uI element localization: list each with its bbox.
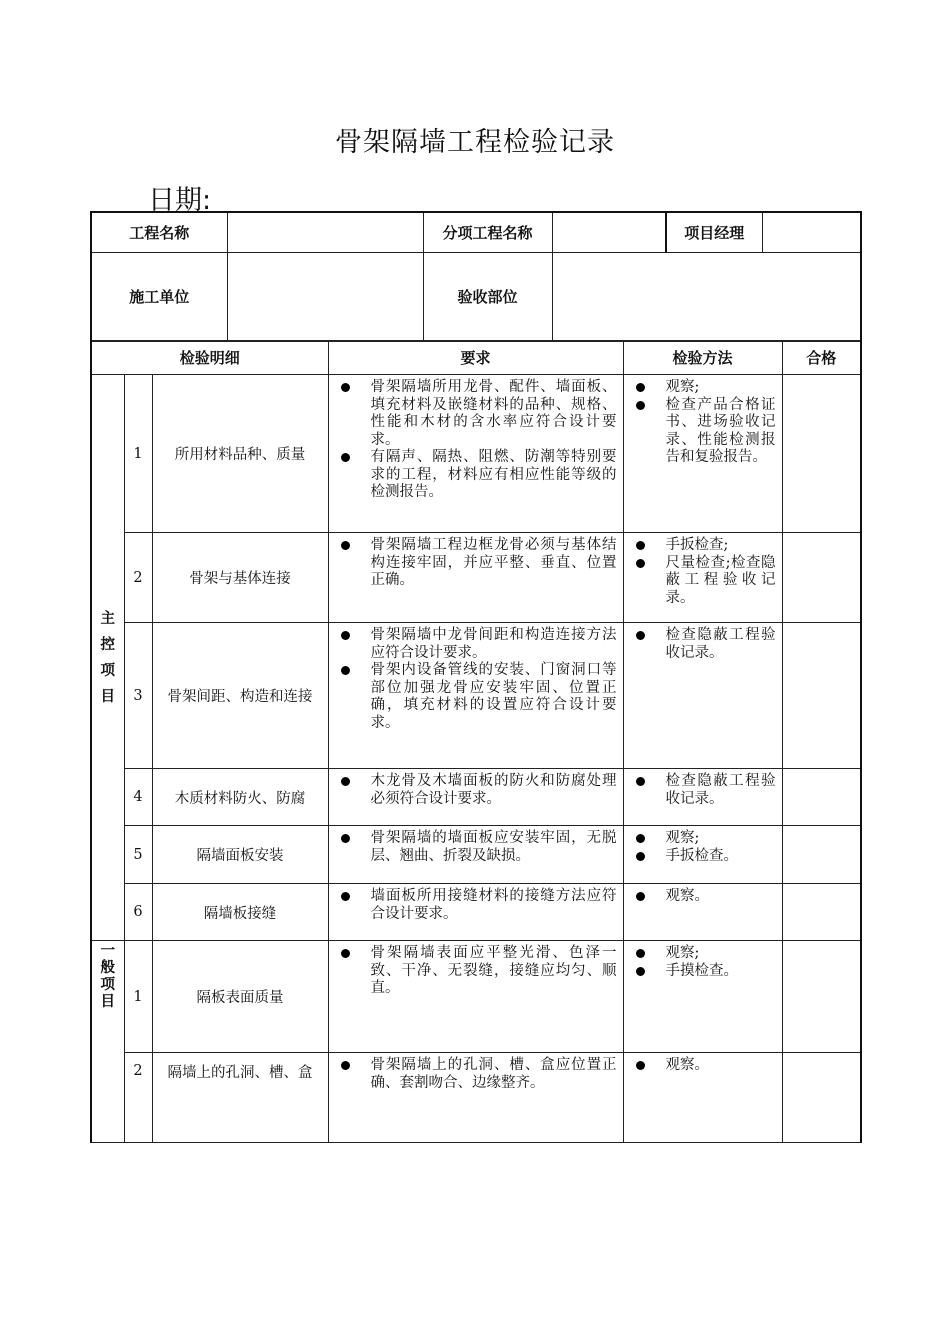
pass-cell[interactable] [782,826,861,884]
bullet-icon [636,777,645,786]
row-number: 1 [124,375,152,533]
list-item: 检查隐蔽工程验收记录。 [634,627,776,662]
list-item: 观察; [634,379,776,397]
list-item: 墙面板所用接缝材料的接缝方法应符合设计要求。 [339,888,617,923]
method-cell [623,826,782,884]
list-item: 手摸检查。 [634,963,776,981]
list-item: 骨架隔墙工程边框龙骨必须与基体结构连接牢固，并应平整、垂直、位置正确。 [339,537,617,590]
group-main-label: 主控项目 [91,375,124,941]
requirement-cell [328,1053,623,1143]
list-item: 检查隐蔽工程验收记录。 [634,773,776,808]
bullet-icon [636,1061,645,1070]
requirement-cell [328,769,623,826]
table-row [91,1053,861,1143]
table-row [91,884,861,941]
list-item: 观察; [634,830,776,848]
sub-project-label: 分项工程名称 [423,212,552,252]
bullet-icon [341,541,350,550]
date-label: 日期: [148,185,212,216]
acceptance-part-label: 验收部位 [423,252,552,341]
table-row [91,826,861,884]
requirement-cell [328,533,623,623]
col-method-header: 检验方法 [623,341,782,375]
bullet-icon [636,559,645,568]
item-name: 骨架间距、构造和连接 [152,623,328,769]
bullet-icon [341,834,350,843]
list-item: 有隔声、隔热、阻燃、防潮等特别要求的工程，材料应有相应性能等级的检测报告。 [339,449,617,502]
list-item: 骨架隔墙上的孔洞、槽、盒应位置正确、套割吻合、边缘整齐。 [339,1057,617,1092]
bullet-icon [636,949,645,958]
inspection-table [90,340,862,1143]
row-number: 1 [124,941,152,1053]
pass-cell[interactable] [782,769,861,826]
col-requirement-header: 要求 [328,341,623,375]
method-cell [623,941,782,1053]
list-item: 手扳检查; [634,537,776,555]
list-item: 检查产品合格证书、进场验收记录、性能检测报告和复验报告。 [634,397,776,467]
method-cell [623,533,782,623]
method-cell [623,623,782,769]
requirement-cell [328,941,623,1053]
project-name-label: 工程名称 [91,212,227,252]
sub-project-field[interactable] [552,212,666,252]
bullet-icon [341,949,350,958]
bullet-icon [341,1061,350,1070]
list-item: 尺量检查;检查隐蔽工程验收记录。 [634,555,776,608]
list-item: 观察。 [634,1057,776,1075]
row-number: 2 [124,1053,152,1143]
row-number: 2 [124,533,152,623]
item-name: 隔墙面板安装 [152,826,328,884]
item-name: 骨架与基体连接 [152,533,328,623]
col-pass-header: 合格 [782,341,861,375]
bullet-icon [341,453,350,462]
row-number: 4 [124,769,152,826]
bullet-icon [636,892,645,901]
requirement-cell [328,623,623,769]
bullet-icon [636,834,645,843]
table-row [91,623,861,769]
bullet-icon [341,383,350,392]
list-item: 骨架内设备管线的安装、门窗洞口等部位加强龙骨应安装牢固、位置正确，填充材料的设置应符合设计要求。 [339,662,617,732]
manager-field[interactable] [762,212,861,252]
bullet-icon [636,967,645,976]
bullet-icon [636,631,645,640]
page-title: 骨架隔墙工程检验记录 [335,127,615,158]
row-number: 3 [124,623,152,769]
bullet-icon [341,892,350,901]
list-item: 骨架隔墙中龙骨间距和构造连接方法应符合设计要求。 [339,627,617,662]
list-item: 手扳检查。 [634,848,776,866]
row-number: 5 [124,826,152,884]
item-name: 隔墙上的孔洞、槽、盒 [152,1053,328,1143]
pass-cell[interactable] [782,375,861,533]
bullet-icon [341,631,350,640]
method-cell [623,884,782,941]
pass-cell[interactable] [782,533,861,623]
header-table [90,211,862,342]
pass-cell[interactable] [782,941,861,1053]
method-cell [623,1053,782,1143]
item-name: 隔板表面质量 [152,941,328,1053]
construction-unit-field[interactable] [227,252,423,341]
bullet-icon [341,666,350,675]
row-number: 6 [124,884,152,941]
bullet-icon [341,777,350,786]
list-item: 观察。 [634,888,776,906]
table-row [91,941,861,1053]
acceptance-part-field[interactable] [552,252,861,341]
construction-unit-label: 施工单位 [91,252,227,341]
project-name-field[interactable] [227,212,423,252]
manager-label: 项目经理 [666,212,762,252]
table-row [91,533,861,623]
pass-cell[interactable] [782,884,861,941]
bullet-icon [636,401,645,410]
list-item: 木龙骨及木墙面板的防火和防腐处理必须符合设计要求。 [339,773,617,808]
bullet-icon [636,383,645,392]
method-cell [623,769,782,826]
col-detail-header: 检验明细 [91,341,328,375]
item-name: 所用材料品种、质量 [152,375,328,533]
item-name: 隔墙板接缝 [152,884,328,941]
bullet-icon [636,852,645,861]
table-row [91,769,861,826]
list-item: 骨架隔墙表面应平整光滑、色泽一致、干净、无裂缝，接缝应均匀、顺直。 [339,945,617,998]
pass-cell[interactable] [782,1053,861,1143]
list-item: 观察; [634,945,776,963]
list-item: 骨架隔墙的墙面板应安装牢固，无脱层、翘曲、折裂及缺损。 [339,830,617,865]
method-cell [623,375,782,533]
bullet-icon [636,541,645,550]
group-general-label: 一般项目 [91,941,124,1143]
requirement-cell [328,375,623,533]
requirement-cell [328,884,623,941]
list-item: 骨架隔墙所用龙骨、配件、墙面板、填充材料及嵌缝材料的品种、规格、性能和木材的含水率应符合设计要求。 [339,379,617,449]
requirement-cell [328,826,623,884]
item-name: 木质材料防火、防腐 [152,769,328,826]
pass-cell[interactable] [782,623,861,769]
table-row [91,375,861,533]
